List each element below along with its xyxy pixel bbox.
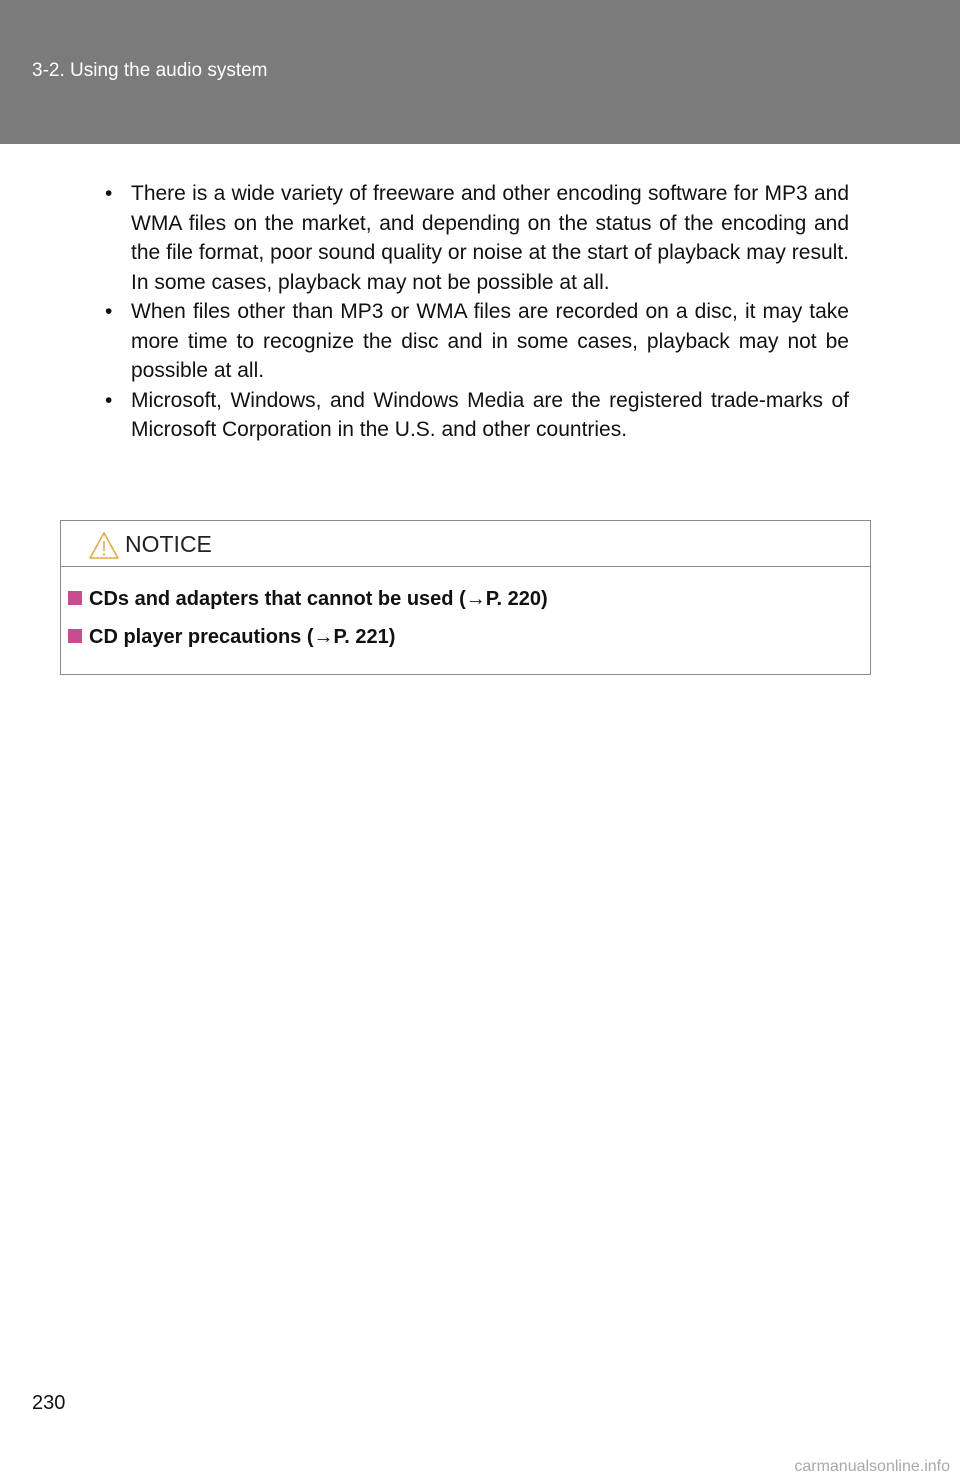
notice-item-text: CDs and adapters that cannot be used (→P. 220) xyxy=(89,588,548,610)
notice-box xyxy=(60,520,871,675)
square-bullet-icon xyxy=(68,591,82,605)
bullet-list xyxy=(105,179,849,445)
bullet-text: Microsoft, Windows, and Windows Media are the registered trade-marks of Microsoft Corporation in the U.S. and other countries. xyxy=(131,388,849,441)
watermark: carmanualsonline.info xyxy=(794,1458,950,1475)
bullet-item xyxy=(105,386,849,445)
notice-header xyxy=(61,521,870,567)
bullet-dot: • xyxy=(105,182,113,205)
notice-item-text: CD player precautions (→P. 221) xyxy=(89,626,396,648)
bullet-dot: • xyxy=(105,300,113,323)
notice-title: NOTICE xyxy=(125,531,212,557)
notice-item xyxy=(68,588,548,611)
page-number: 230 xyxy=(32,1392,66,1414)
header-band xyxy=(0,0,960,144)
bullet-text: There is a wide variety of freeware and other encoding software for MP3 and WMA files on the market, and depending on the status of the encoding and the file format, poor sound quality or noise at the start of playback may result. In some cases, playback may not be possible at all. xyxy=(131,182,849,294)
bullet-item xyxy=(105,179,849,297)
square-bullet-icon xyxy=(68,629,82,643)
bullet-item xyxy=(105,297,849,386)
bullet-dot: • xyxy=(105,388,113,412)
warning-triangle-icon xyxy=(88,531,120,561)
notice-item xyxy=(68,626,395,649)
bullet-text: When files other than MP3 or WMA files are recorded on a disc, it may take more time to recognize the disc and in some cases, playback may not be possible at all. xyxy=(131,300,849,382)
section-title: 3-2. Using the audio system xyxy=(32,60,268,81)
